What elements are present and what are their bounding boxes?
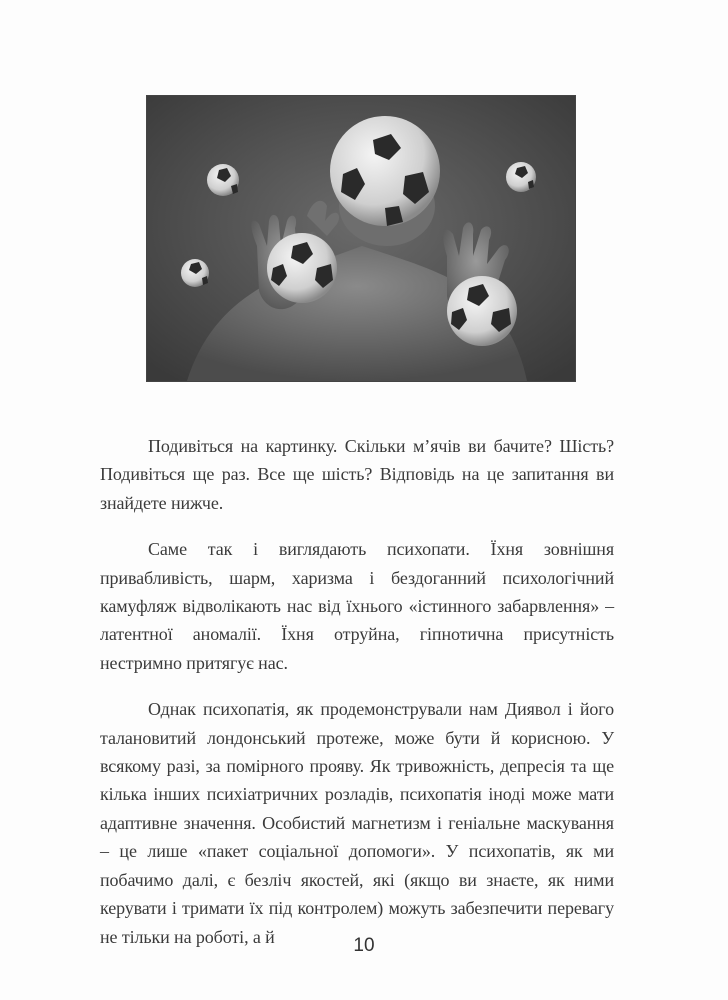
illustration-figure [146, 95, 576, 382]
paragraph-2: Саме так і виглядають психопати. Їхня зовнішня привабливість, шарм, харизма і бездоганний психологічний камуфляж відволікають нас від їхнього «істинного забарвлення» – латентної аномалії. Їхня отруйна, гіпнотична присутність нестримно притягує нас. [100, 539, 614, 673]
soccer-balls-illustration [147, 96, 575, 381]
paragraph-3: Однак психопатія, як продемонстрували нам Диявол і його талановитий лондонський протеже, може бути й корисною. У всякому разі, за помірного прояву. Як тривожність, депресія та ще кілька інших психіатричних розладів, психопатія іноді може мати адаптивне значення. Особистий магнетизм і геніальне маскування – це лише «пакет соціальної допомоги». У психопатів, як ми побачимо далі, є безліч якостей, які (якщо ви знаєте, як ними керувати і тримати їх під контролем) можуть забезпечити перевагу не тільки на роботі, а й [100, 699, 614, 947]
page-number: 10 [353, 935, 375, 956]
body-text [100, 432, 614, 969]
paragraph-1: Подивіться на картинку. Скільки м’ячів ви бачите? Шість? Подивіться ще раз. Все ще шість? Відповідь на це запитання ви знайдете нижче. [100, 436, 614, 513]
